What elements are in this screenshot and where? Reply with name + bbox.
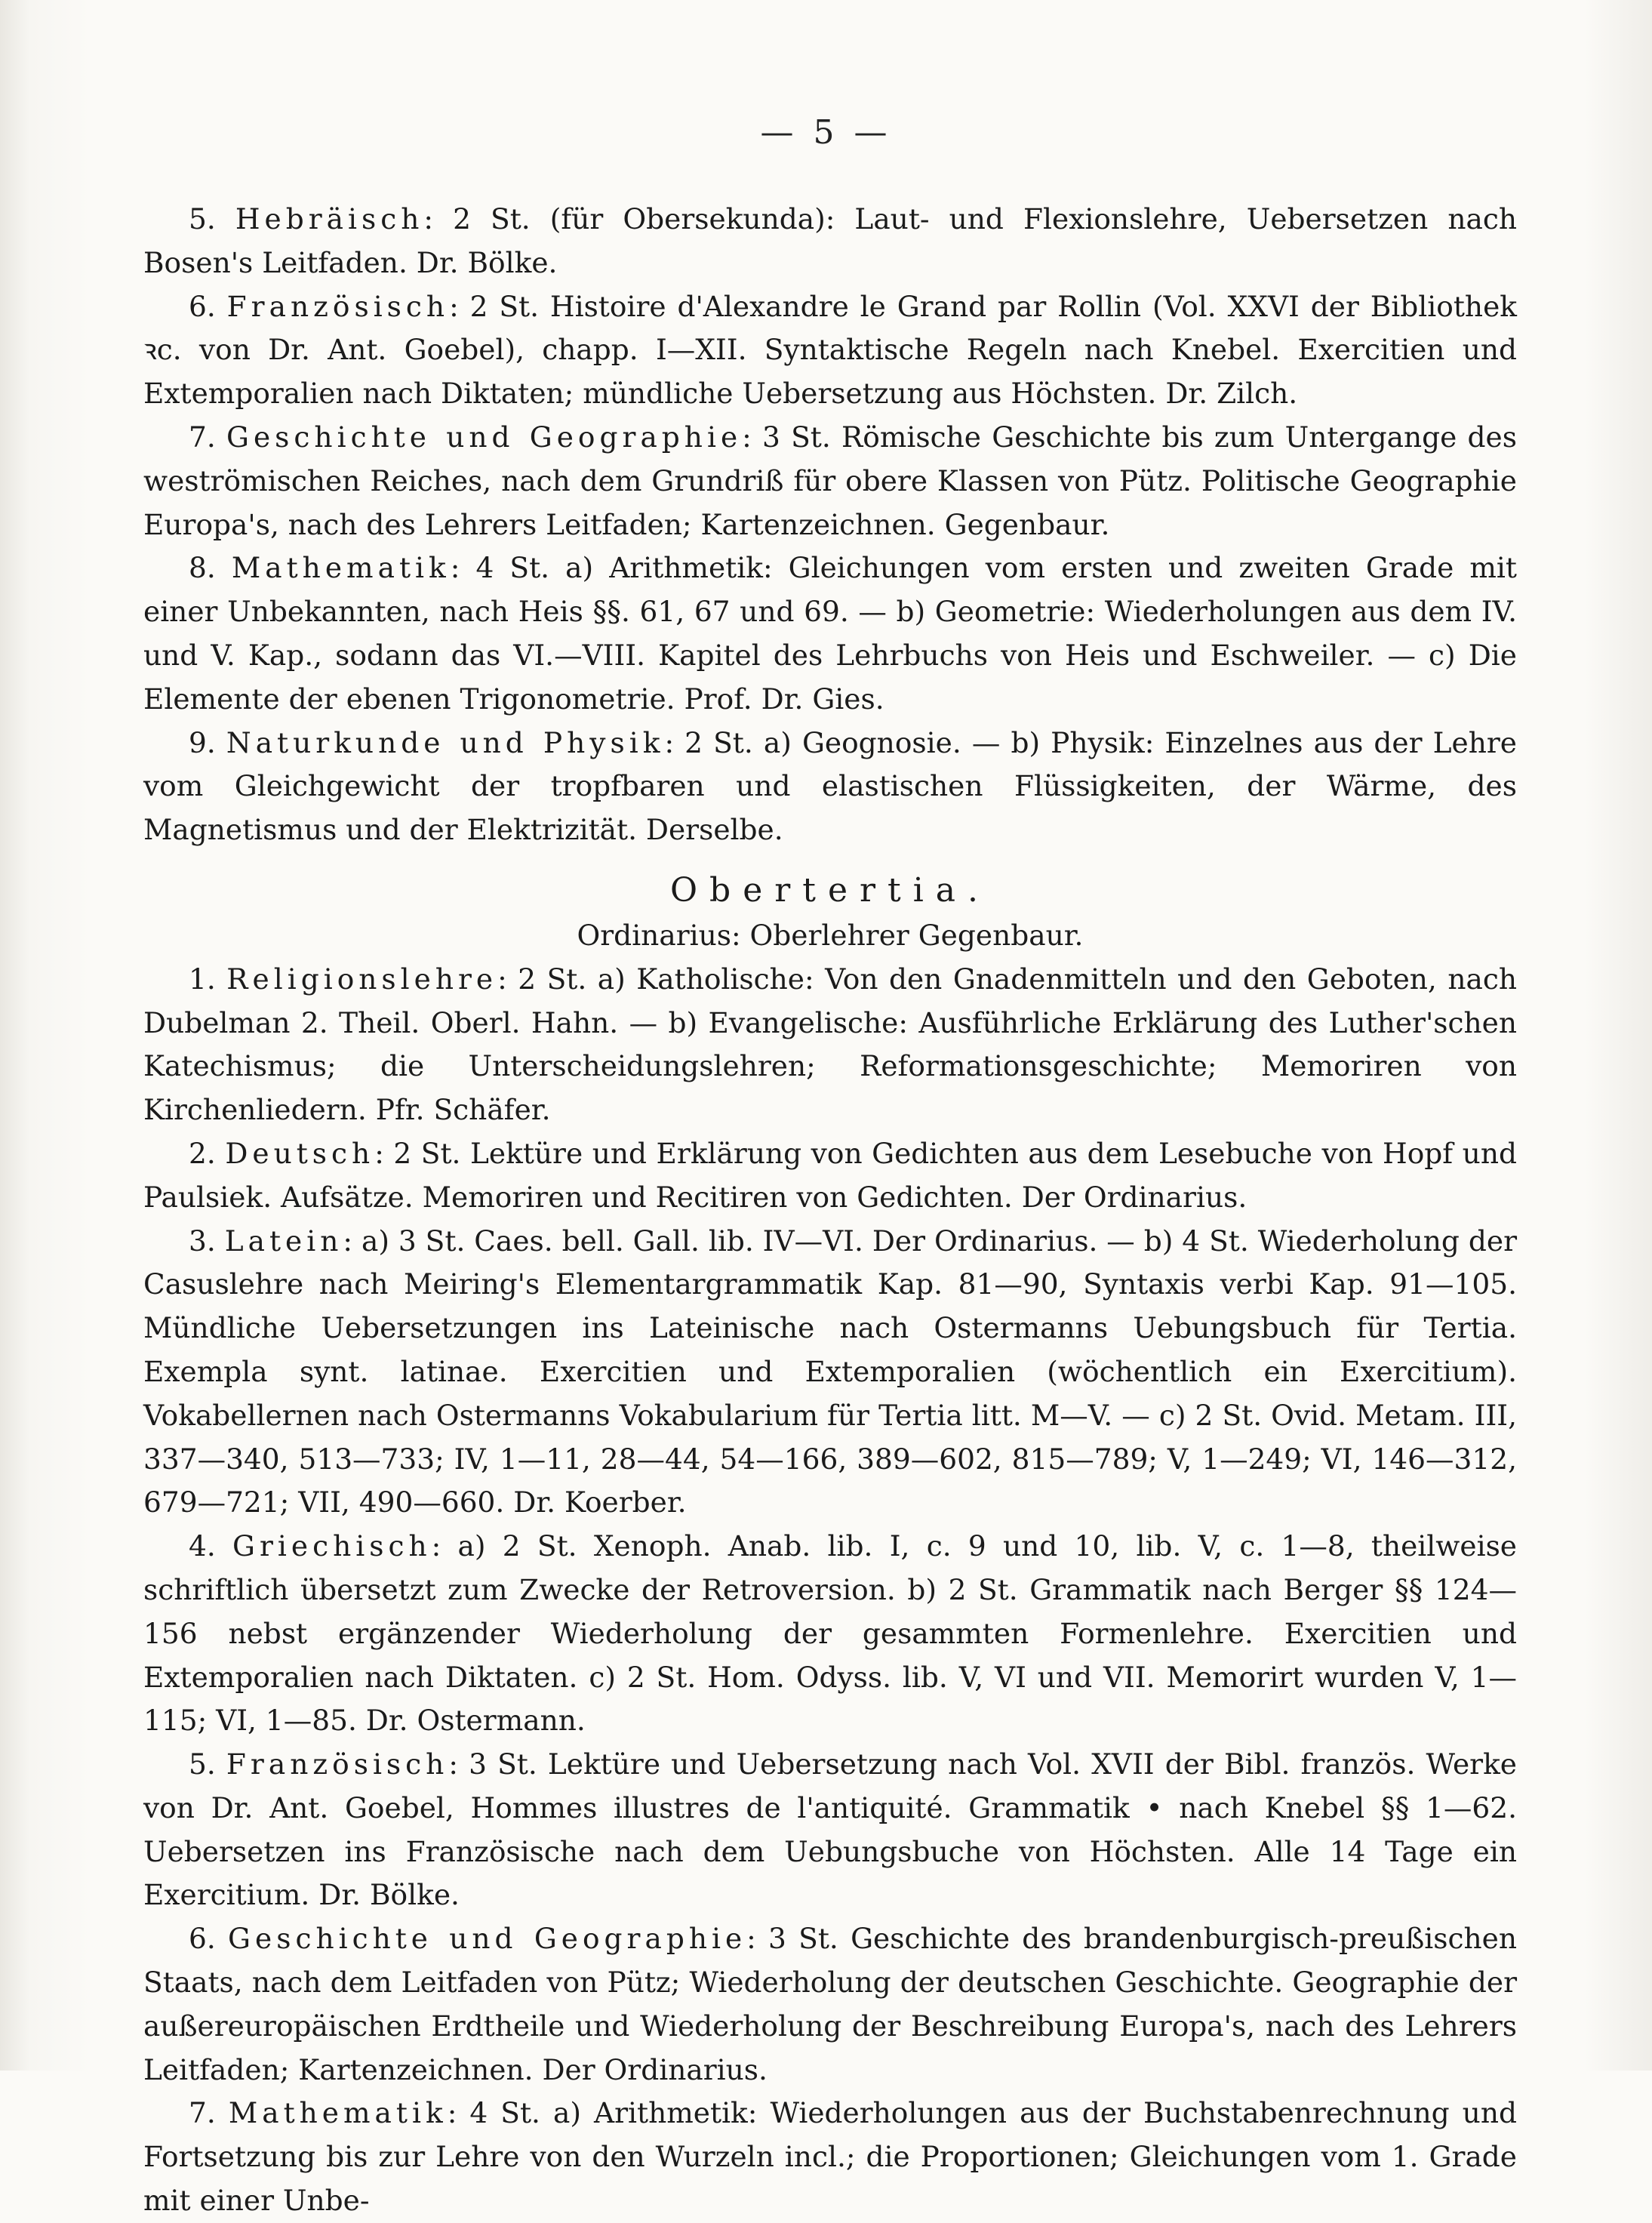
list-item: 4. Griechisch: a) 2 St. Xenoph. Anab. lib. I, c. 9 und 10, lib. V, c. 1—8, theilweise schriftlich übersetzt zum Zwecke der Retroversion. b) 2 St. Grammatik nach Berger §§ 124—156 nebst ergänzender Wiederholung der gesammten Formenlehre. Exercitien und Extemporalien nach Diktaten. c) 2 St. Hom. Odyss. lib. V, VI und VII. Memorirt wurden V, 1—115; VI, 1—85. Dr. Ostermann.: [143, 1529, 1517, 1738]
list-item: 6. Französisch: 2 St. Histoire d'Alexandre le Grand par Rollin (Vol. XXVI der Bibliothek ꝛc. von Dr. Ant. Goebel), chapp. I—XII. Syntaktische Regeln nach Knebel. Exercitien und Extemporalien nach Diktaten; mündliche Uebersetzung aus Höchsten. Dr. Zilch.: [143, 289, 1517, 411]
list-item: 7. Mathematik: 4 St. a) Arithmetik: Wiederholungen aus der Buchstabenrechnung und Fortsetzung bis zur Lehre von den Wurzeln incl.; die Proportionen; Gleichungen vom 1. Grade mit einer Unbe-: [143, 2096, 1517, 2218]
subject-name: Deutsch: [225, 1136, 375, 1170]
list-item: 6. Geschichte und Geographie: 3 St. Geschichte des brandenburgisch-preußischen Staats, nach dem Leitfaden von Pütz; Wiederholung der deutschen Geschichte. Geographie der außereuropäischen Erdtheile und Wiederholung der Beschreibung Europa's, nach des Lehrers Leitfaden; Kartenzeichnen. Der Ordinarius.: [143, 1922, 1518, 2086]
list-item: 8. Mathematik: 4 St. a) Arithmetik: Gleichungen vom ersten und zweiten Grade mit einer Unbekannten, nach Heis §§. 61, 67 und 69. — b) Geometrie: Wiederholungen aus dem IV. und V. Kap., sodann das VI.—VIII. Kapitel des Lehrbuchs von Heis und Eschweiler. — c) Die Elemente der ebenen Trigonometrie. Prof. Dr. Gies.: [143, 551, 1517, 716]
subject-name: Mathematik: [228, 2096, 448, 2130]
subject-name: Französisch: [226, 289, 450, 323]
subject-name: Französisch: [226, 1747, 449, 1781]
list-item: 7. Geschichte und Geographie: 3 St. Römische Geschichte bis zum Untergange des weströmischen Reiches, nach dem Grundriß für obere Klassen von Pütz. Politische Geographie Europa's, nach des Lehrers Leitfaden; Kartenzeichnen. Gegenbaur.: [143, 420, 1517, 541]
list-item: 1. Religionslehre: 2 St. a) Katholische: Von den Gnadenmitteln und den Geboten, nach Dubelman 2. Theil. Oberl. Hahn. — b) Evangelische: Ausführliche Erklärung des Luther'schen Katechismus; die Unterscheidungslehren; Reformationsgeschichte; Memoriren von Kirchenliedern. Pfr. Schäfer.: [143, 962, 1518, 1127]
subject-name: Latein: [224, 1224, 343, 1258]
section-heading: Obertertia.: [669, 870, 991, 910]
subject-name: Religionslehre: [226, 962, 498, 996]
ordinarius-line: Ordinarius: Oberlehrer Gegenbaur.: [577, 918, 1084, 952]
subject-name: Geschichte und Geographie: [226, 420, 743, 454]
list-item: 2. Deutsch: 2 St. Lektüre und Erklärung von Gedichten aus dem Lesebuche von Hopf und Paulsiek. Aufsätze. Memoriren und Recitiren von Gedichten. Der Ordinarius.: [143, 1136, 1517, 1214]
subject-name: Mathematik: [231, 551, 451, 585]
subject-name: Griechisch: [232, 1529, 432, 1563]
page-body: [143, 198, 1517, 2223]
list-item: 3. Latein: a) 3 St. Caes. bell. Gall. lib. IV—VI. Der Ordinarius. — b) 4 St. Wiederholung der Casuslehre nach Meiring's Elementargrammatik Kap. 81—90, Syntaxis verbi Kap. 91—105. Mündliche Uebersetzungen ins Lateinische nach Ostermanns Uebungsbuch für Tertia. Exempla synt. latinae. Exercitien und Extemporalien (wöchentlich ein Exercitium). Vokabellernen nach Ostermanns Vokabularium für Tertia litt. M—V. — c) 2 St. Ovid. Metam. III, 337—340, 513—733; IV, 1—11, 28—44, 54—166, 389—602, 815—789; V, 1—249; VI, 146—312, 679—721; VII, 490—660. Dr. Koerber.: [143, 1224, 1517, 1519]
list-item: 9. Naturkunde und Physik: 2 St. a) Geognosie. — b) Physik: Einzelnes aus der Lehre vom Gleichgewicht der tropfbaren und elastischen Flüssigkeiten, der Wärme, des Magnetismus und der Elektrizität. Derselbe.: [143, 725, 1517, 847]
subject-name: Naturkunde und Physik: [226, 725, 665, 759]
list-item: 5. Französisch: 3 St. Lektüre und Uebersetzung nach Vol. XVII der Bibl. französ. Werke von Dr. Ant. Goebel, Hommes illustres de l'antiquité. Grammatik • nach Knebel §§ 1—62. Uebersetzen ins Französische nach dem Uebungsbuche von Höchsten. Alle 14 Tage ein Exercitium. Dr. Bölke.: [143, 1747, 1518, 1912]
page-number: — 5 —: [760, 113, 892, 152]
subject-name: Geschichte und Geographie: [228, 1922, 747, 1956]
subject-name: Hebräisch: [235, 202, 424, 236]
list-item: 5. Hebräisch: 2 St. (für Obersekunda): Laut- und Flexionslehre, Uebersetzen nach Bosen's Leitfaden. Dr. Bölke.: [143, 202, 1517, 279]
